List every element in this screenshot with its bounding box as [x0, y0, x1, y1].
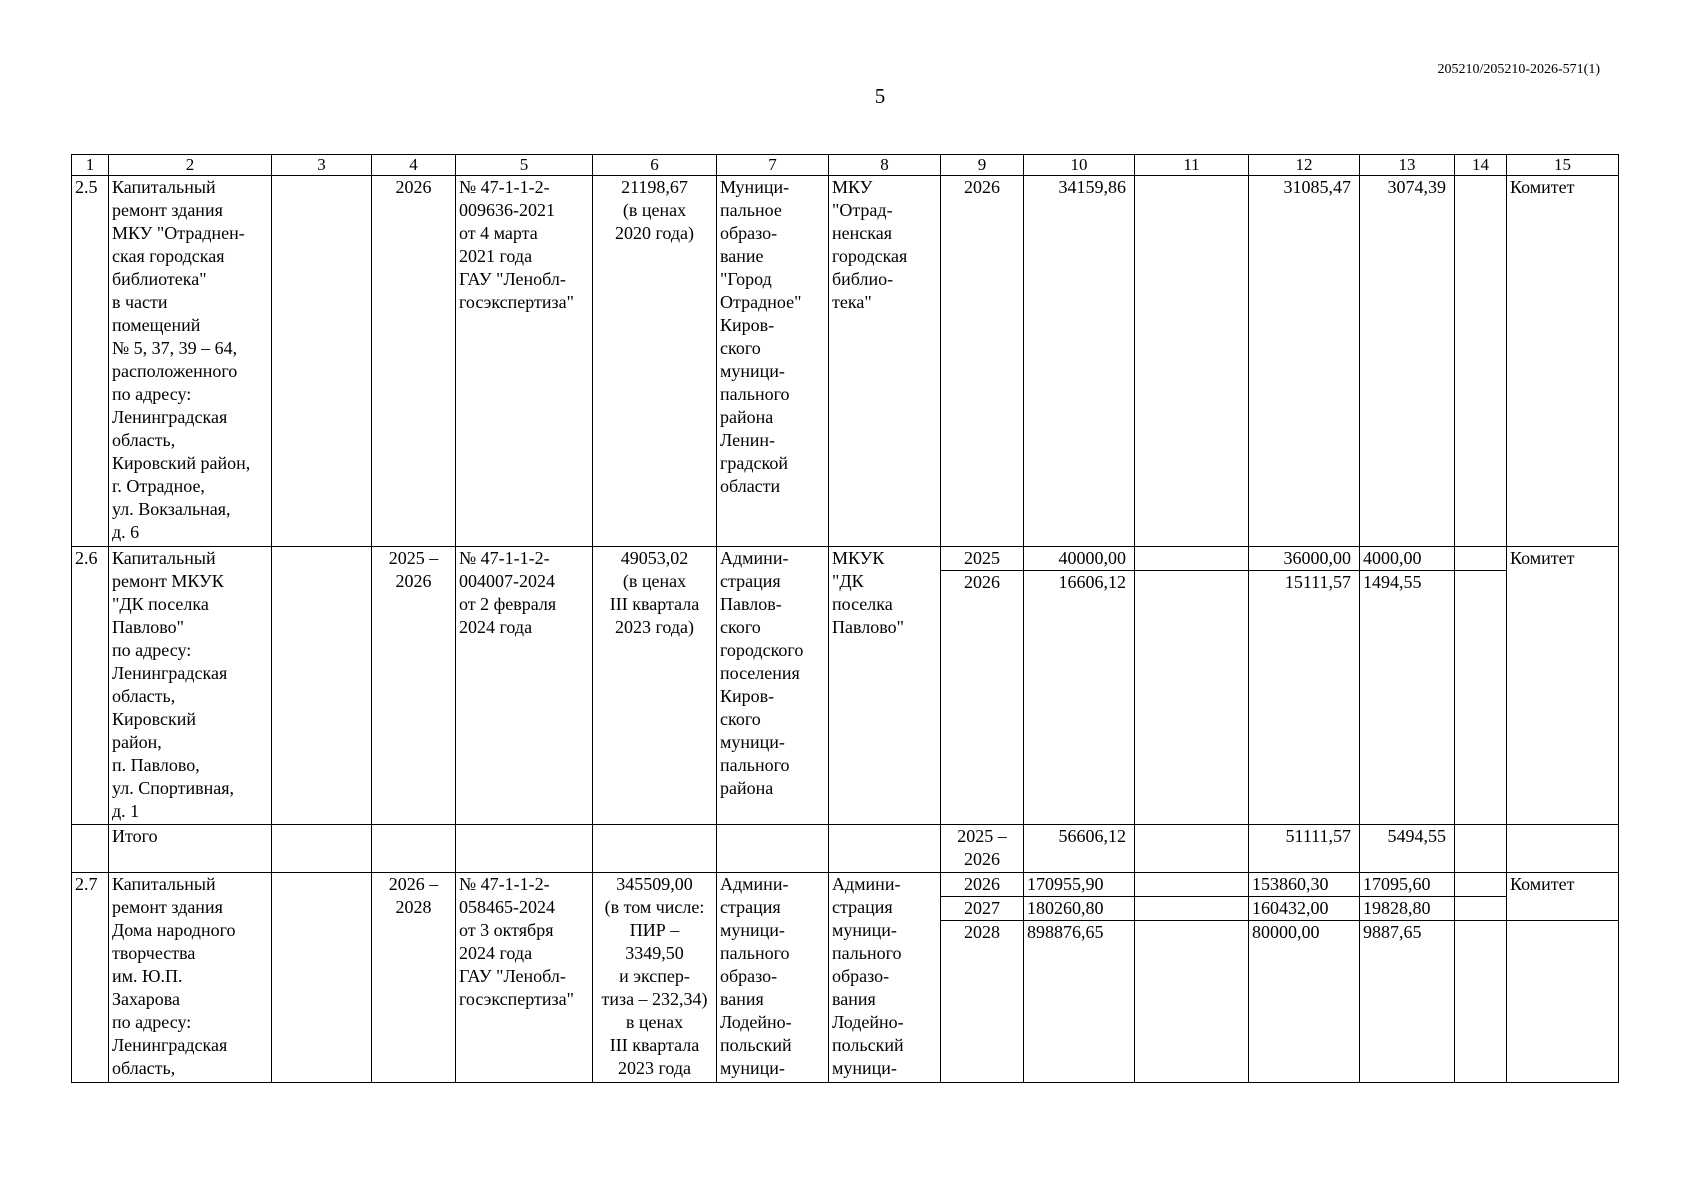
cell: [1135, 921, 1249, 1083]
regional-budget: 31085,47: [1249, 176, 1360, 547]
cell: [272, 873, 372, 1083]
cell: [372, 825, 456, 873]
customer: Админи- страция муници- пального образо- вания Лодейно- польский муници-: [717, 873, 829, 1083]
column-header: 12: [1249, 155, 1360, 176]
local-budget: 9887,65: [1360, 921, 1455, 1083]
implementation-years: 2026: [372, 176, 456, 547]
program-table: [71, 154, 1619, 1083]
cell: [456, 825, 593, 873]
customer: Муници- пальное образо- вание "Город Отрадное" Киров- ского муници- пального района Ленин- градской области: [717, 176, 829, 547]
implementation-years: 2025 – 2026: [372, 547, 456, 825]
table-row: [72, 547, 1619, 571]
cell: [272, 176, 372, 547]
column-header: 1: [72, 155, 109, 176]
recipient: МКУ "Отрад- ненская городская библио- тека": [829, 176, 941, 547]
estimated-cost: 345509,00 (в том числе: ПИР – 3349,50 и экспер- тиза – 232,34) в ценах III квартала 2023 года: [593, 873, 717, 1083]
total-amount: 34159,86: [1024, 176, 1135, 547]
cell: [829, 825, 941, 873]
object-name: Капитальный ремонт здания МКУ "Отраднен- ская городская библиотека" в части помещений № 5, 37, 39 – 64, расположенного по адресу: Ленинградская область, Кировский район, г. Отрадное, ул. Вокзальная, д. 6: [109, 176, 272, 547]
cell: [1507, 825, 1619, 873]
cell: [1455, 176, 1507, 547]
expertise-conclusion: № 47-1-1-2- 009636-2021 от 4 марта 2021 года ГАУ "Ленобл- госэкспертиза": [456, 176, 593, 547]
regional-budget: 36000,00: [1249, 547, 1360, 571]
cell: [1135, 825, 1249, 873]
implementation-years: 2026 – 2028: [372, 873, 456, 1083]
total-amount: 898876,65: [1024, 921, 1135, 1083]
financing-year: 2026: [941, 873, 1024, 897]
financing-year: 2026: [941, 176, 1024, 547]
regional-budget: 51111,57: [1249, 825, 1360, 873]
cell: [1135, 571, 1249, 825]
local-budget: 4000,00: [1360, 547, 1455, 571]
local-budget: 19828,80: [1360, 897, 1455, 921]
column-header: 15: [1507, 155, 1619, 176]
financing-years: 2025 – 2026: [941, 825, 1024, 873]
customer: Админи- страция Павлов- ского городского поселения Киров- ского муници- пального района: [717, 547, 829, 825]
column-header: 4: [372, 155, 456, 176]
table-row: [72, 873, 1619, 897]
cell: [72, 825, 109, 873]
financing-year: 2026: [941, 571, 1024, 825]
object-name: Капитальный ремонт здания Дома народного творчества им. Ю.П. Захарова по адресу: Ленинградская область,: [109, 873, 272, 1083]
table-row: [72, 176, 1619, 547]
row-number: 2.6: [72, 547, 109, 825]
cell: [1455, 873, 1507, 897]
expertise-conclusion: № 47-1-1-2- 058465-2024 от 3 октября 2024 года ГАУ "Ленобл- госэкспертиза": [456, 873, 593, 1083]
cell: [1455, 547, 1507, 571]
column-header: 11: [1135, 155, 1249, 176]
cell: [272, 825, 372, 873]
responsible: Комитет: [1507, 547, 1619, 825]
local-budget: 17095,60: [1360, 873, 1455, 897]
local-budget: 3074,39: [1360, 176, 1455, 547]
regional-budget: 15111,57: [1249, 571, 1360, 825]
financing-year: 2027: [941, 897, 1024, 921]
regional-budget: 153860,30: [1249, 873, 1360, 897]
page-number: 5: [874, 84, 886, 108]
column-header: 13: [1360, 155, 1455, 176]
cell: [717, 825, 829, 873]
column-header: 3: [272, 155, 372, 176]
total-amount: 16606,12: [1024, 571, 1135, 825]
cell: [272, 547, 372, 825]
total-label: Итого: [109, 825, 272, 873]
cell: [1455, 897, 1507, 921]
total-amount: 170955,90: [1024, 873, 1135, 897]
total-amount: 180260,80: [1024, 897, 1135, 921]
cell: [1135, 897, 1249, 921]
recipient: Админи- страция муници- пального образо- вания Лодейно- польский муници-: [829, 873, 941, 1083]
column-header: 5: [456, 155, 593, 176]
cell: [593, 825, 717, 873]
cell: [1455, 825, 1507, 873]
responsible: Комитет: [1507, 873, 1619, 921]
regional-budget: 160432,00: [1249, 897, 1360, 921]
total-amount: 56606,12: [1024, 825, 1135, 873]
row-number: 2.5: [72, 176, 109, 547]
financing-year: 2028: [941, 921, 1024, 1083]
cell: [1135, 547, 1249, 571]
column-header: 14: [1455, 155, 1507, 176]
document-id: 205210/205210-2026-571(1): [1437, 62, 1600, 77]
column-header: 6: [593, 155, 717, 176]
responsible: Комитет: [1507, 176, 1619, 547]
cell: [1455, 921, 1507, 1083]
column-header: 8: [829, 155, 941, 176]
expertise-conclusion: № 47-1-1-2- 004007-2024 от 2 февраля 2024 года: [456, 547, 593, 825]
cell: [1135, 873, 1249, 897]
total-amount: 40000,00: [1024, 547, 1135, 571]
object-name: Капитальный ремонт МКУК "ДК поселка Павлово" по адресу: Ленинградская область, Кировский район, п. Павлово, ул. Спортивная, д. 1: [109, 547, 272, 825]
estimated-cost: 21198,67 (в ценах 2020 года): [593, 176, 717, 547]
column-header: 2: [109, 155, 272, 176]
row-number: 2.7: [72, 873, 109, 1083]
cell: [1507, 921, 1619, 1083]
financing-year: 2025: [941, 547, 1024, 571]
total-row: [72, 825, 1619, 873]
column-header: 10: [1024, 155, 1135, 176]
regional-budget: 80000,00: [1249, 921, 1360, 1083]
column-header: 7: [717, 155, 829, 176]
estimated-cost: 49053,02 (в ценах III квартала 2023 года): [593, 547, 717, 825]
column-header: 9: [941, 155, 1024, 176]
cell: [1455, 571, 1507, 825]
recipient: МКУК "ДК поселка Павлово": [829, 547, 941, 825]
cell: [1135, 176, 1249, 547]
local-budget: 5494,55: [1360, 825, 1455, 873]
column-number-row: [72, 155, 1619, 176]
local-budget: 1494,55: [1360, 571, 1455, 825]
